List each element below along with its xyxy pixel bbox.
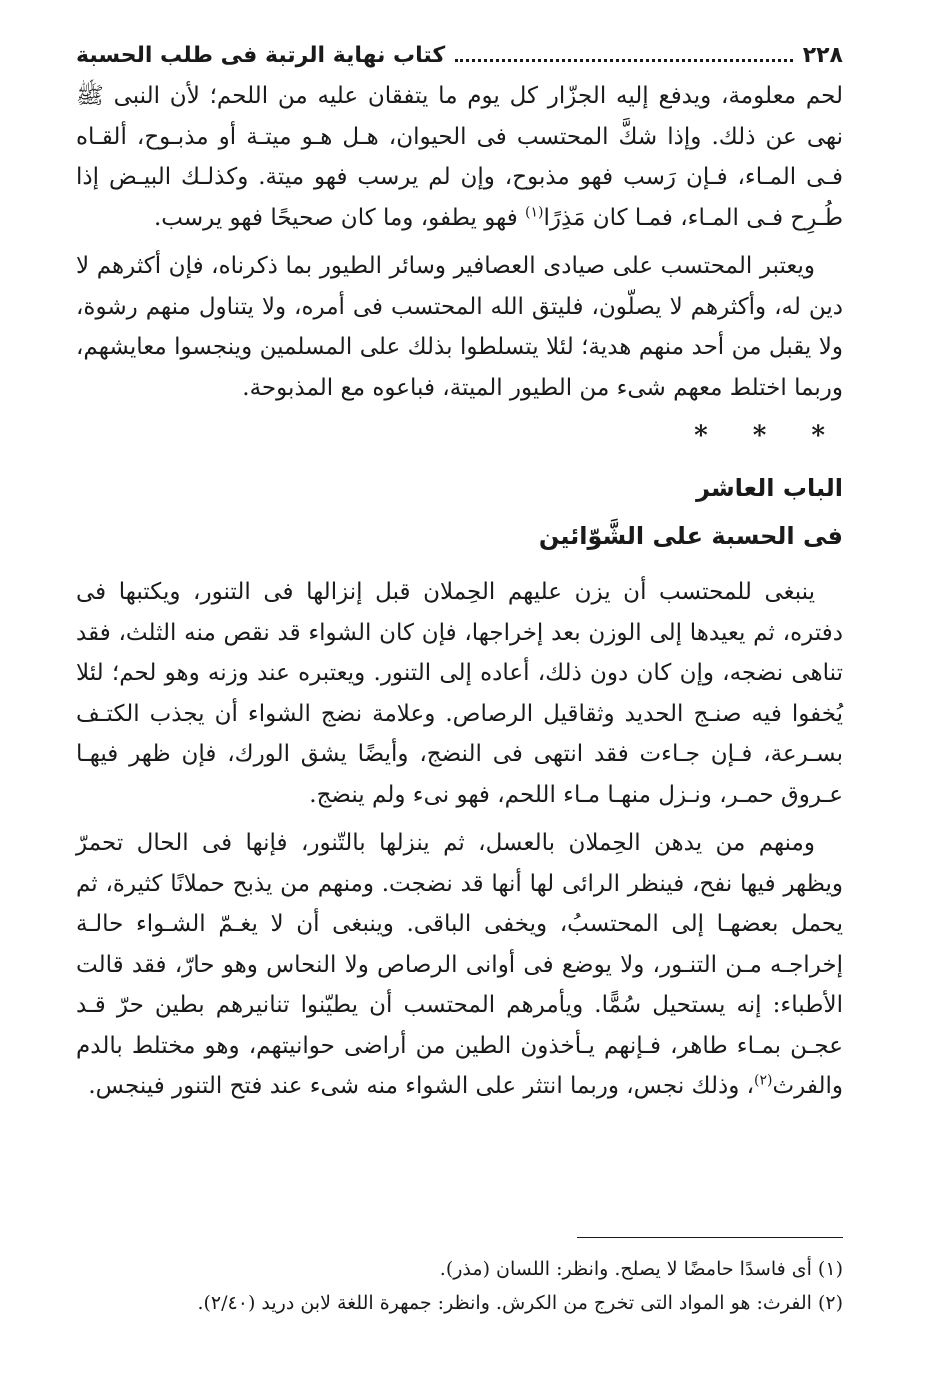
- footnote-2: (٢) الفرث: هو المواد التى تخرج من الكرش. وانظر: جمهرة اللغة لابن دريد (٢/٤٠).: [197, 1292, 843, 1314]
- paragraph-2: ويعتبر المحتسب على صيادى العصافير وسائر الطيور بما ذكرناه، فإن أكثرهم لا دين له، وأكثرهم لا يصلّون، فليتق الله المحتسب فى أمره، ولا يتناول منهم رشوة، ولا يقبل من أحد منهم هدية؛ لئلا يتسلطوا بذلك على المسلمين وينجسوا معايشهم، وربما اختلط معهم شىء من الطيور الميتة، فباعوه مع المذبوحة.: [76, 253, 843, 401]
- chapter-title: فى الحسبة على الشَّوّائين: [538, 522, 843, 550]
- section-separator: * * *: [694, 421, 843, 451]
- page-number: ٢٢٨: [802, 43, 843, 68]
- footnote-ref-1: (١): [525, 203, 544, 220]
- footnote-1: (١) أى فاسدًا حامضًا لا يصلح. وانظر: اللسان (مذر).: [439, 1258, 843, 1280]
- footnotes: [76, 1237, 843, 1320]
- paragraph-1-text: لحم معلومة، ويدفع إليه الجزّار كل يوم ما يتفقان عليه من اللحم؛ لأن النبى ﷺ نهى عن ذلك. وإذا شكَّ المحتسب فى الحيوان، هـل هـو ميتـة أو مذبـوح، ألقـاه فـى المـاء، فـإن رَسب فهو مذبوح، وإن لم يرسب فهو ميتة. وكذلـك البيـض إذا طُـرِح فـى المـاء، فمـا كان مَذِرًا: [76, 83, 843, 231]
- paragraph-4-text: ومنهم من يدهن الحِملان بالعسل، ثم ينزلها بالتّنور، فإنها فى الحال تحمرّ ويظهر فيها نفح، فينظر الرائى لها أنها قد نضجت. ومنهم من يذبح حملانًا كثيرة، ثم يحمل بعضهـا إلى المحتسبُ، ويخفى الباقى. وينبغى أن لا يغـمّ الشـواء حالـة إخراجـه مـن التنـور، ولا يوضع فى أوانى الرصاص ولا النحاس وهو حارّ، فقد قالت الأطباء: إنه يستحيل سُمًّا. ويأمرهم المحتسب أن يطيّنوا تنانيرهم بطين حرّ قـد عجـن بمـاء طاهر، فـإنهم يـأخذون الطين من أراضى حوانيتهم، وهو مختلط بالدم والفرث: [76, 830, 843, 1099]
- paragraph-4-text-end: ، وذلك نجس، وربما انتثر على الشواء منه شىء عند فتح التنور فينجس.: [88, 1073, 755, 1099]
- paragraph-3: ينبغى للمحتسب أن يزن عليهم الحِملان قبل إنزالها فى التنور، ويكتبها فى دفتره، ثم يعيدها إلى الوزن بعد إخراجها، فإن كان الشواء قد نقص منه الثلث، فقد تناهى نضجه، وإن كان دون ذلك، أعاده إلى التنور. ويعتبره عند وزنه وهو لحم؛ لئلا يُخفوا فيه صنـج الحديد وثقاقيل الرصاص. وعلامة نضج الشواء أن يجذب الكتـف بسـرعة، فـإن جـاءت فقد انتهى فى النضج، وأيضًا يشق الورك، فإن ظهر فيهـا عـروق حمـر، ونـزل منهـا مـاء اللحم، فهو نىء ولم ينضج.: [76, 579, 843, 808]
- footnote-rule: [577, 1237, 843, 1238]
- paragraph-1-text-end: فهو يطفو، وما كان صحيحًا فهو يرسب.: [153, 204, 526, 231]
- page-body: [76, 76, 843, 1107]
- header-dotted-leader: [455, 59, 793, 62]
- book-title: كتاب نهاية الرتبة فى طلب الحسبة: [76, 43, 446, 68]
- running-header: [76, 38, 843, 68]
- footnote-ref-2: (٢): [754, 1072, 773, 1089]
- chapter-number: الباب العاشر: [696, 474, 843, 502]
- paragraph-4: [76, 823, 843, 1107]
- paragraph-1: [76, 76, 843, 238]
